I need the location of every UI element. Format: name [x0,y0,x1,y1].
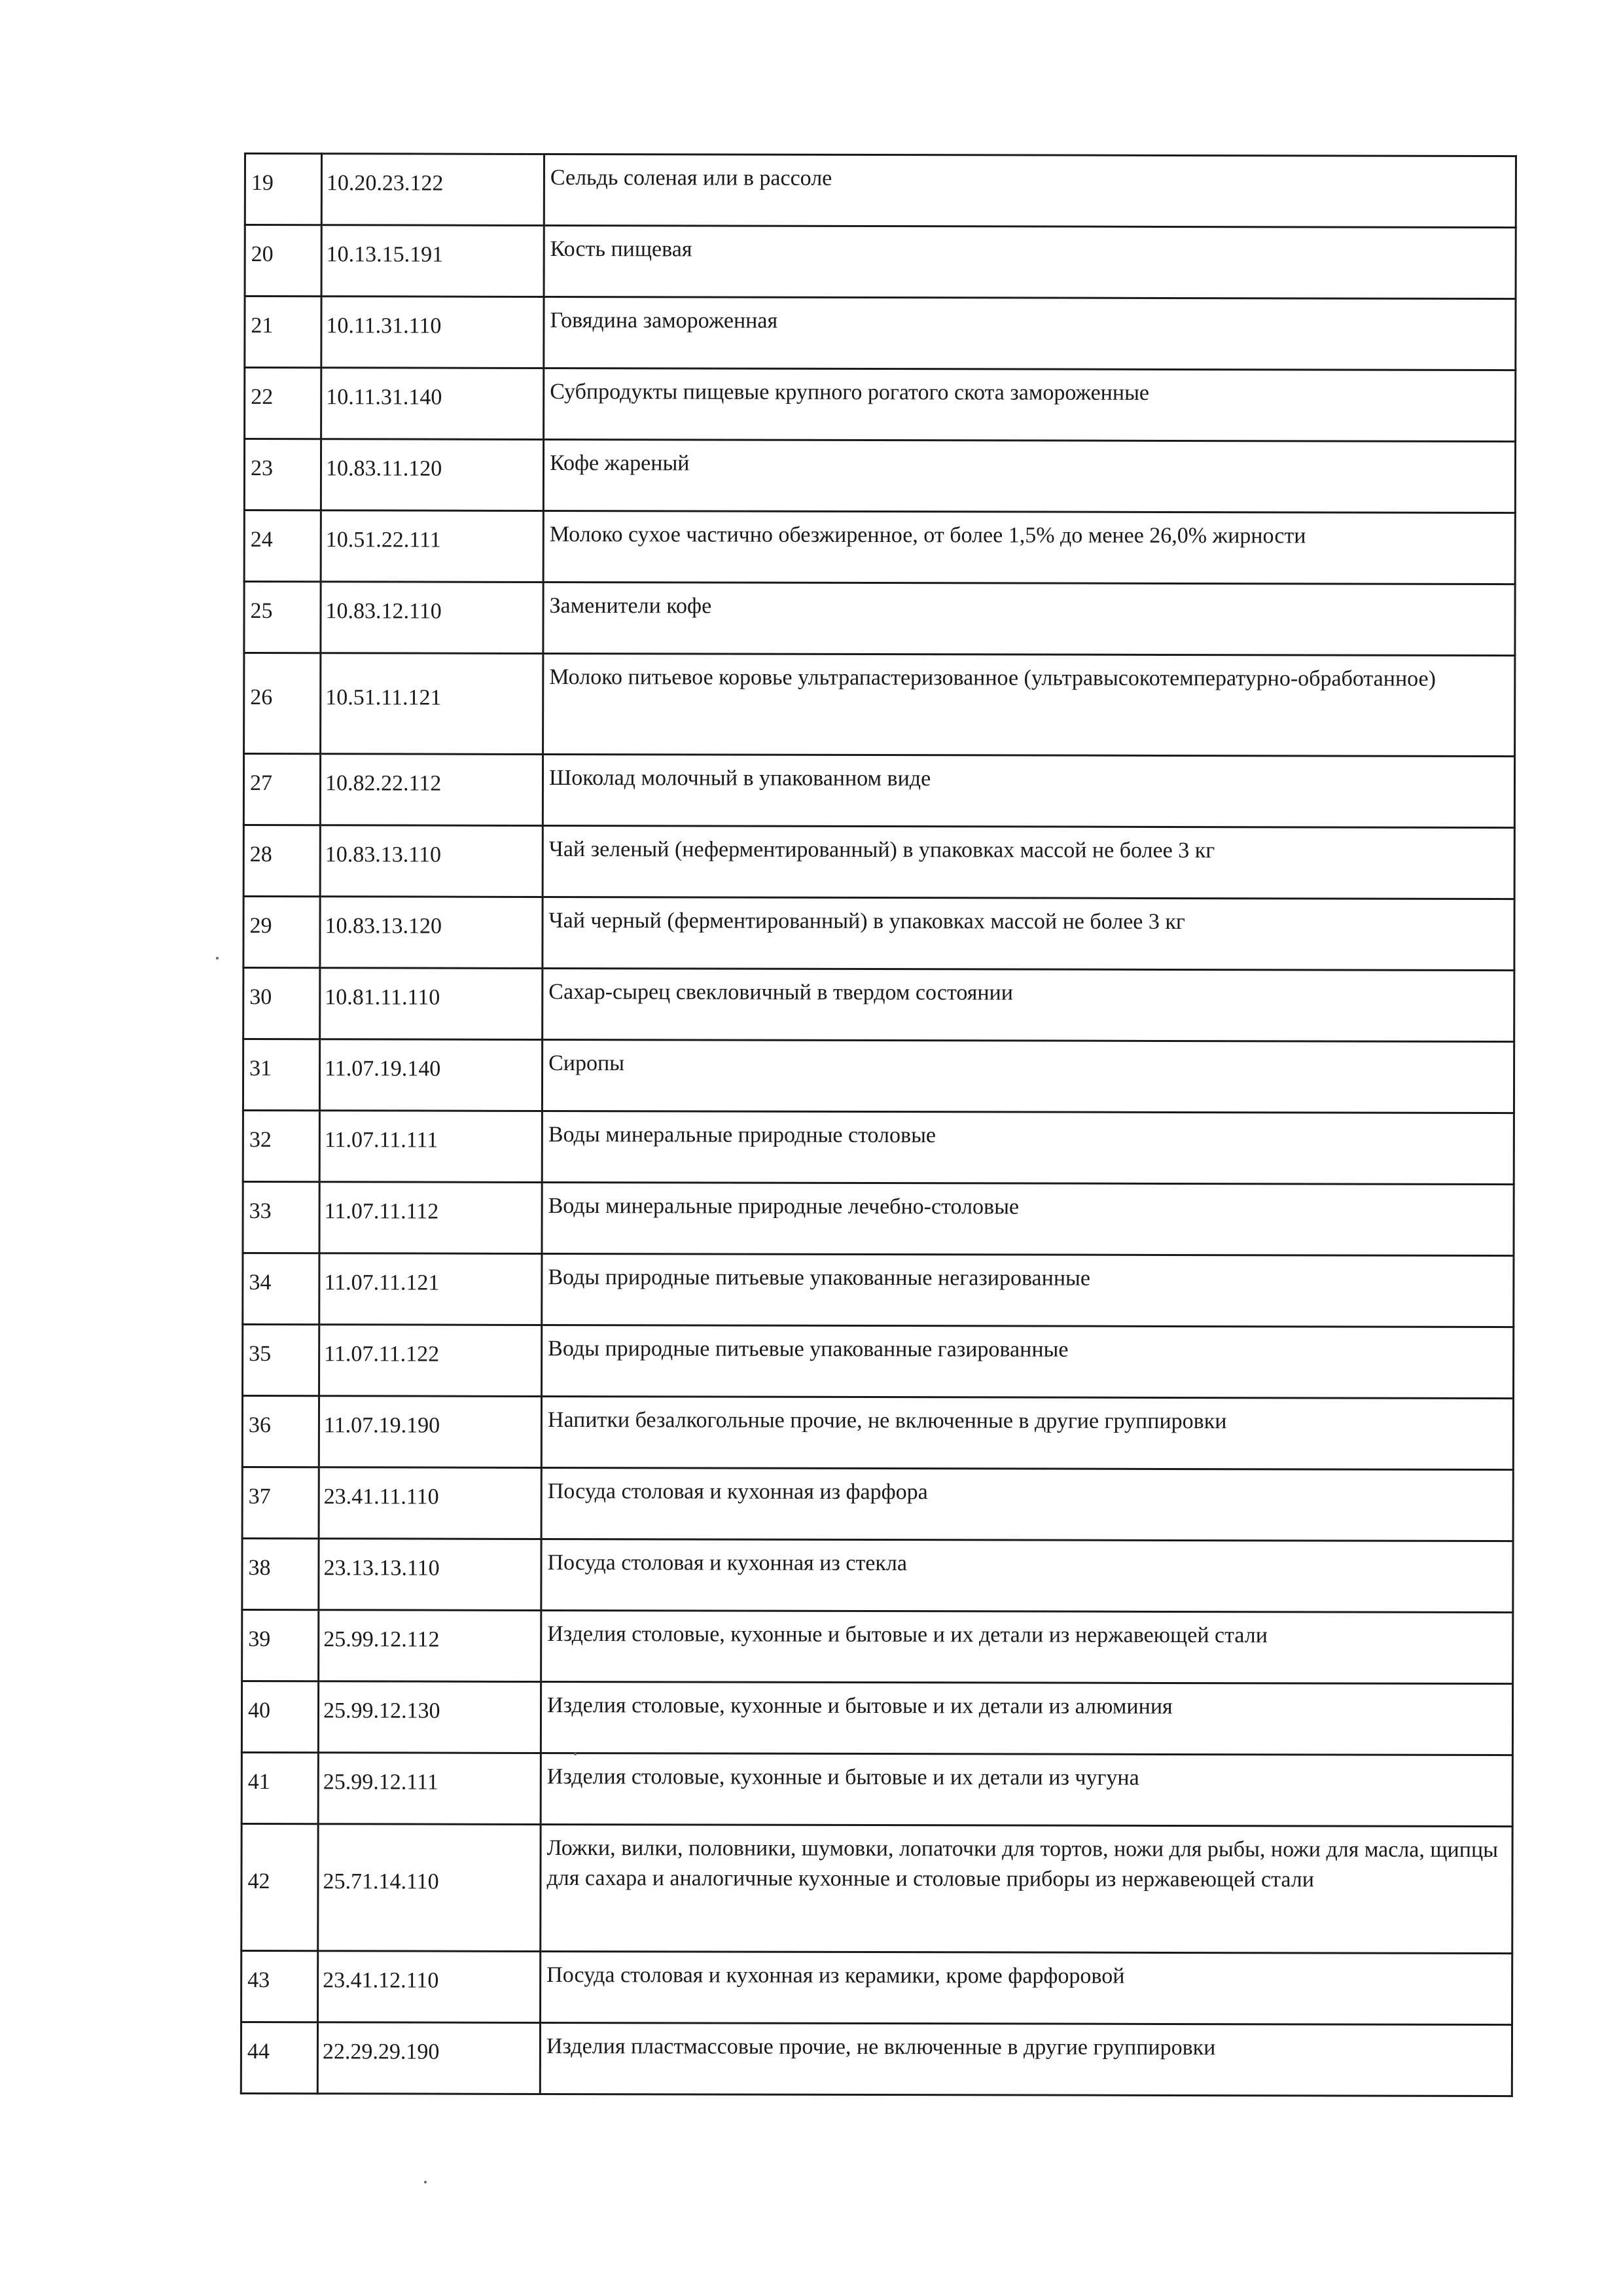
row-number-cell: 39 [242,1609,319,1681]
product-name-cell: Чай черный (ферментированный) в упаковках массой не более 3 кг [543,897,1514,970]
table-row [242,1467,1513,1541]
row-number-cell: 31 [243,1039,319,1111]
table-row [244,439,1515,513]
okpd-code-cell: 10.83.11.120 [321,439,543,511]
row-number-cell: 42 [241,1823,318,1950]
table-row [241,1752,1512,1826]
product-name-cell: Воды минеральные природные столовые [542,1111,1514,1184]
okpd-code-cell: 10.20.23.122 [321,154,544,226]
product-name-cell: Напитки безалкогольные прочие, не включенные в другие группировки [541,1396,1513,1469]
table-body [241,154,1516,2096]
okpd-code-cell: 10.51.22.111 [321,511,543,583]
okpd-code-cell: 25.99.12.111 [318,1753,541,1825]
table-row [243,754,1514,828]
product-name-cell: Посуда столовая и кухонная из керамики, кроме фарфоровой [541,1951,1512,2024]
table-row [245,296,1516,370]
table-row [242,1609,1513,1683]
row-number-cell: 32 [243,1110,319,1181]
product-name-cell: Воды природные питьевые упакованные газированные [542,1325,1514,1398]
okpd-code-cell: 10.51.11.121 [321,653,543,755]
product-name-cell: Шоколад молочный в упакованном виде [543,754,1514,827]
row-number-cell: 35 [243,1324,319,1395]
table-row [245,368,1516,442]
table-row [245,154,1516,228]
okpd-code-cell: 10.11.31.140 [321,368,544,440]
row-number-cell: 40 [241,1681,318,1752]
okpd-code-cell: 23.41.12.110 [318,1951,541,2023]
row-number-cell: 21 [245,296,321,368]
table-row [241,1681,1512,1755]
okpd-code-cell: 11.07.19.190 [319,1396,541,1468]
scan-speck [574,1753,577,1755]
row-number-cell: 24 [244,511,321,582]
product-name-cell: Изделия столовые, кухонные и бытовые и их детали из нержавеющей стали [541,1610,1513,1683]
table-row [242,1395,1513,1469]
scan-speck [216,957,219,960]
row-number-cell: 25 [244,582,321,653]
table-row [242,1538,1513,1612]
okpd-code-cell: 25.99.12.112 [319,1610,541,1682]
product-name-cell: Заменители кофе [543,582,1515,655]
okpd-code-cell: 10.83.13.120 [320,897,543,969]
table-row [243,1324,1514,1398]
row-number-cell: 20 [245,225,321,296]
row-number-cell: 44 [241,2022,317,2093]
product-name-cell: Ложки, вилки, половники, шумовки, лопаточки для тортов, ножи для рыбы, ножи для масла, щипцы для сахара и аналогичные кухонные и столовые приборы из нержавеющей стали [541,1824,1512,1953]
product-name-cell: Говядина замороженная [544,296,1516,370]
row-number-cell: 29 [243,897,320,968]
product-name-cell: Посуда столовая и кухонная из стекла [541,1539,1513,1612]
okpd-code-cell: 11.07.11.112 [319,1182,542,1254]
table-row [243,968,1514,1042]
okpd-code-cell: 10.13.15.191 [321,225,544,297]
product-name-cell: Кофе жареный [543,439,1515,512]
table-row [243,825,1514,899]
product-name-cell: Воды природные питьевые упакованные негазированные [542,1253,1514,1327]
row-number-cell: 23 [244,439,321,511]
row-number-cell: 28 [243,825,320,897]
product-name-cell: Сахар-сырец свекловичный в твердом состоянии [543,968,1514,1041]
table-row [241,2022,1512,2096]
product-name-cell: Сельдь соленая или в рассоле [544,154,1516,227]
table-row [243,1110,1514,1184]
product-name-cell: Субпродукты пищевые крупного рогатого скота замороженные [544,368,1516,441]
row-number-cell: 41 [241,1752,318,1823]
product-name-cell: Кость пищевая [544,225,1516,298]
product-name-cell: Изделия пластмассовые прочие, не включенные в другие группировки [540,2022,1512,2096]
okpd-code-cell: 11.07.11.122 [319,1325,542,1397]
okpd-code-cell: 25.99.12.130 [318,1681,541,1753]
table-row [245,225,1516,299]
row-number-cell: 43 [241,1950,318,2022]
okpd-code-cell: 10.11.31.110 [321,296,544,368]
product-name-cell: Посуда столовая и кухонная из фарфора [541,1467,1513,1541]
row-number-cell: 30 [243,968,320,1039]
table-row [241,1823,1512,1953]
scan-speck [424,2181,427,2183]
okpd-code-cell: 11.07.11.111 [319,1111,542,1183]
product-name-cell: Сиропы [542,1039,1514,1113]
table-row [244,511,1515,584]
okpd-code-cell: 11.07.11.121 [319,1253,542,1325]
okpd-code-cell: 11.07.19.140 [319,1039,542,1111]
row-number-cell: 36 [242,1395,319,1467]
okpd-code-cell: 10.83.12.110 [321,582,543,654]
product-name-cell: Молоко сухое частично обезжиренное, от более 1,5% до менее 26,0% жирности [543,511,1515,584]
row-number-cell: 34 [243,1253,319,1324]
table-row [243,1181,1514,1255]
table-row [243,1253,1514,1327]
row-number-cell: 33 [243,1181,319,1253]
product-name-cell: Молоко питьевое коровье ультрапастеризованное (ультравысокотемпературно-обработанное) [543,653,1515,756]
row-number-cell: 26 [244,653,321,754]
product-name-cell: Воды минеральные природные лечебно-столовые [542,1182,1514,1255]
product-code-table [240,152,1517,2097]
row-number-cell: 37 [242,1467,319,1538]
table-row [243,1039,1514,1113]
okpd-code-cell: 10.81.11.110 [320,968,543,1040]
okpd-code-cell: 23.41.11.110 [319,1467,541,1539]
row-number-cell: 19 [245,154,321,225]
okpd-code-cell: 10.82.22.112 [320,754,543,826]
table-row [243,897,1514,971]
table-row [244,582,1515,656]
row-number-cell: 38 [242,1538,319,1609]
row-number-cell: 22 [245,368,321,439]
okpd-code-cell: 10.83.13.110 [320,825,543,897]
table-row [241,1950,1512,2024]
okpd-code-cell: 22.29.29.190 [317,2022,540,2094]
table-row [244,653,1515,757]
okpd-code-cell: 25.71.14.110 [318,1824,541,1952]
product-name-cell: Изделия столовые, кухонные и бытовые и их детали из чугуна [541,1753,1512,1826]
okpd-code-cell: 23.13.13.110 [319,1539,541,1611]
product-name-cell: Чай зеленый (неферментированный) в упаковках массой не более 3 кг [543,825,1514,899]
product-name-cell: Изделия столовые, кухонные и бытовые и их детали из алюминия [541,1681,1512,1755]
row-number-cell: 27 [243,754,320,825]
